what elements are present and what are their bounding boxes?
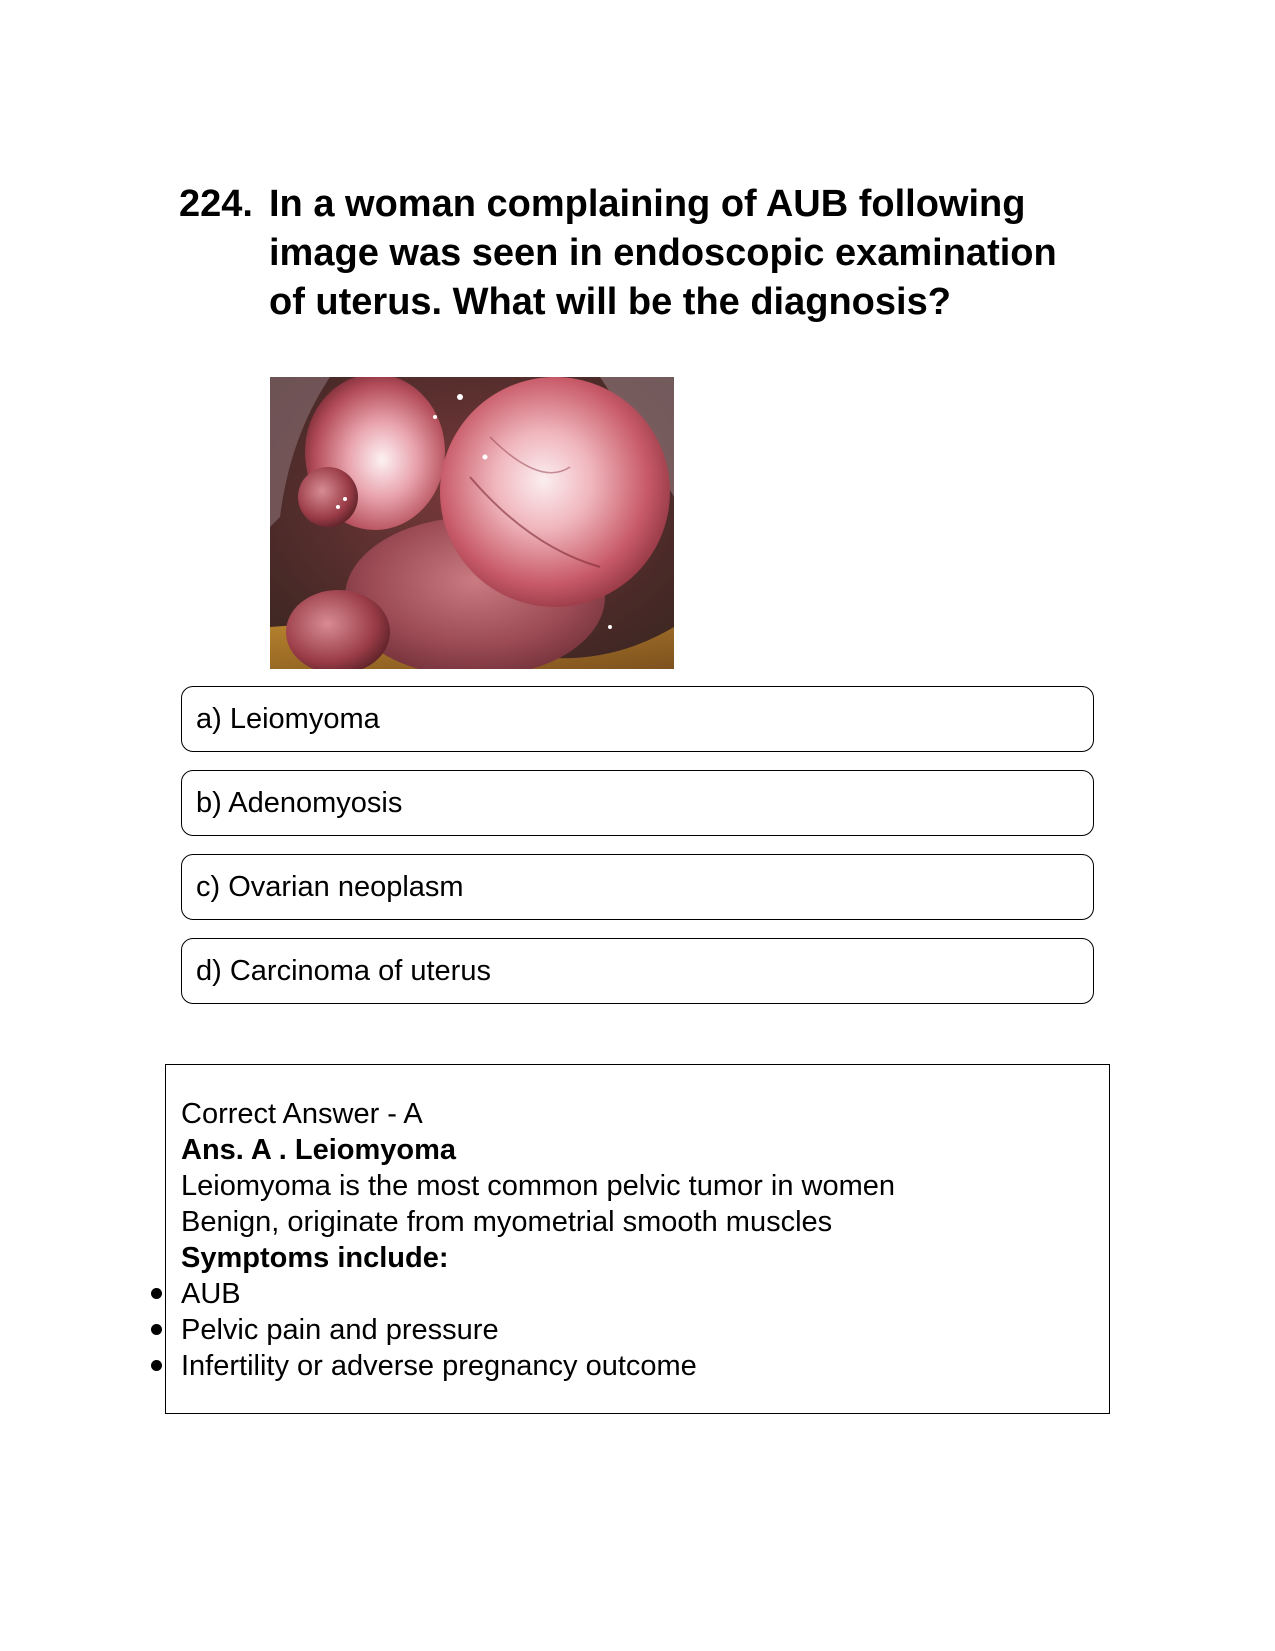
symptom-item: Infertility or adverse pregnancy outcome xyxy=(181,1350,697,1382)
answer-line-2: Benign, originate from myometrial smooth muscles xyxy=(181,1206,833,1238)
symptom-item: AUB xyxy=(181,1278,241,1310)
bullet-icon xyxy=(151,1360,162,1371)
correct-answer: Correct Answer - A xyxy=(181,1098,423,1130)
question-number: 224. xyxy=(179,183,253,225)
option-c[interactable]: c) Ovarian neoplasm xyxy=(181,854,1094,920)
bullet-icon xyxy=(151,1324,162,1335)
option-b[interactable]: b) Adenomyosis xyxy=(181,770,1094,836)
bullet-icon xyxy=(151,1288,162,1299)
option-a[interactable]: a) Leiomyoma xyxy=(181,686,1094,752)
answer-line-1: Leiomyoma is the most common pelvic tumor in women xyxy=(181,1170,895,1202)
question-text: In a woman complaining of AUB following image was seen in endoscopic examination of uterus. What will be the diagnosis? xyxy=(269,183,1057,323)
option-d[interactable]: d) Carcinoma of uterus xyxy=(181,938,1094,1004)
symptom-item: Pelvic pain and pressure xyxy=(181,1314,499,1346)
symptoms-heading: Symptoms include: xyxy=(181,1242,449,1274)
answer-heading: Ans. A . Leiomyoma xyxy=(181,1134,457,1166)
endoscopic-image xyxy=(270,377,674,669)
